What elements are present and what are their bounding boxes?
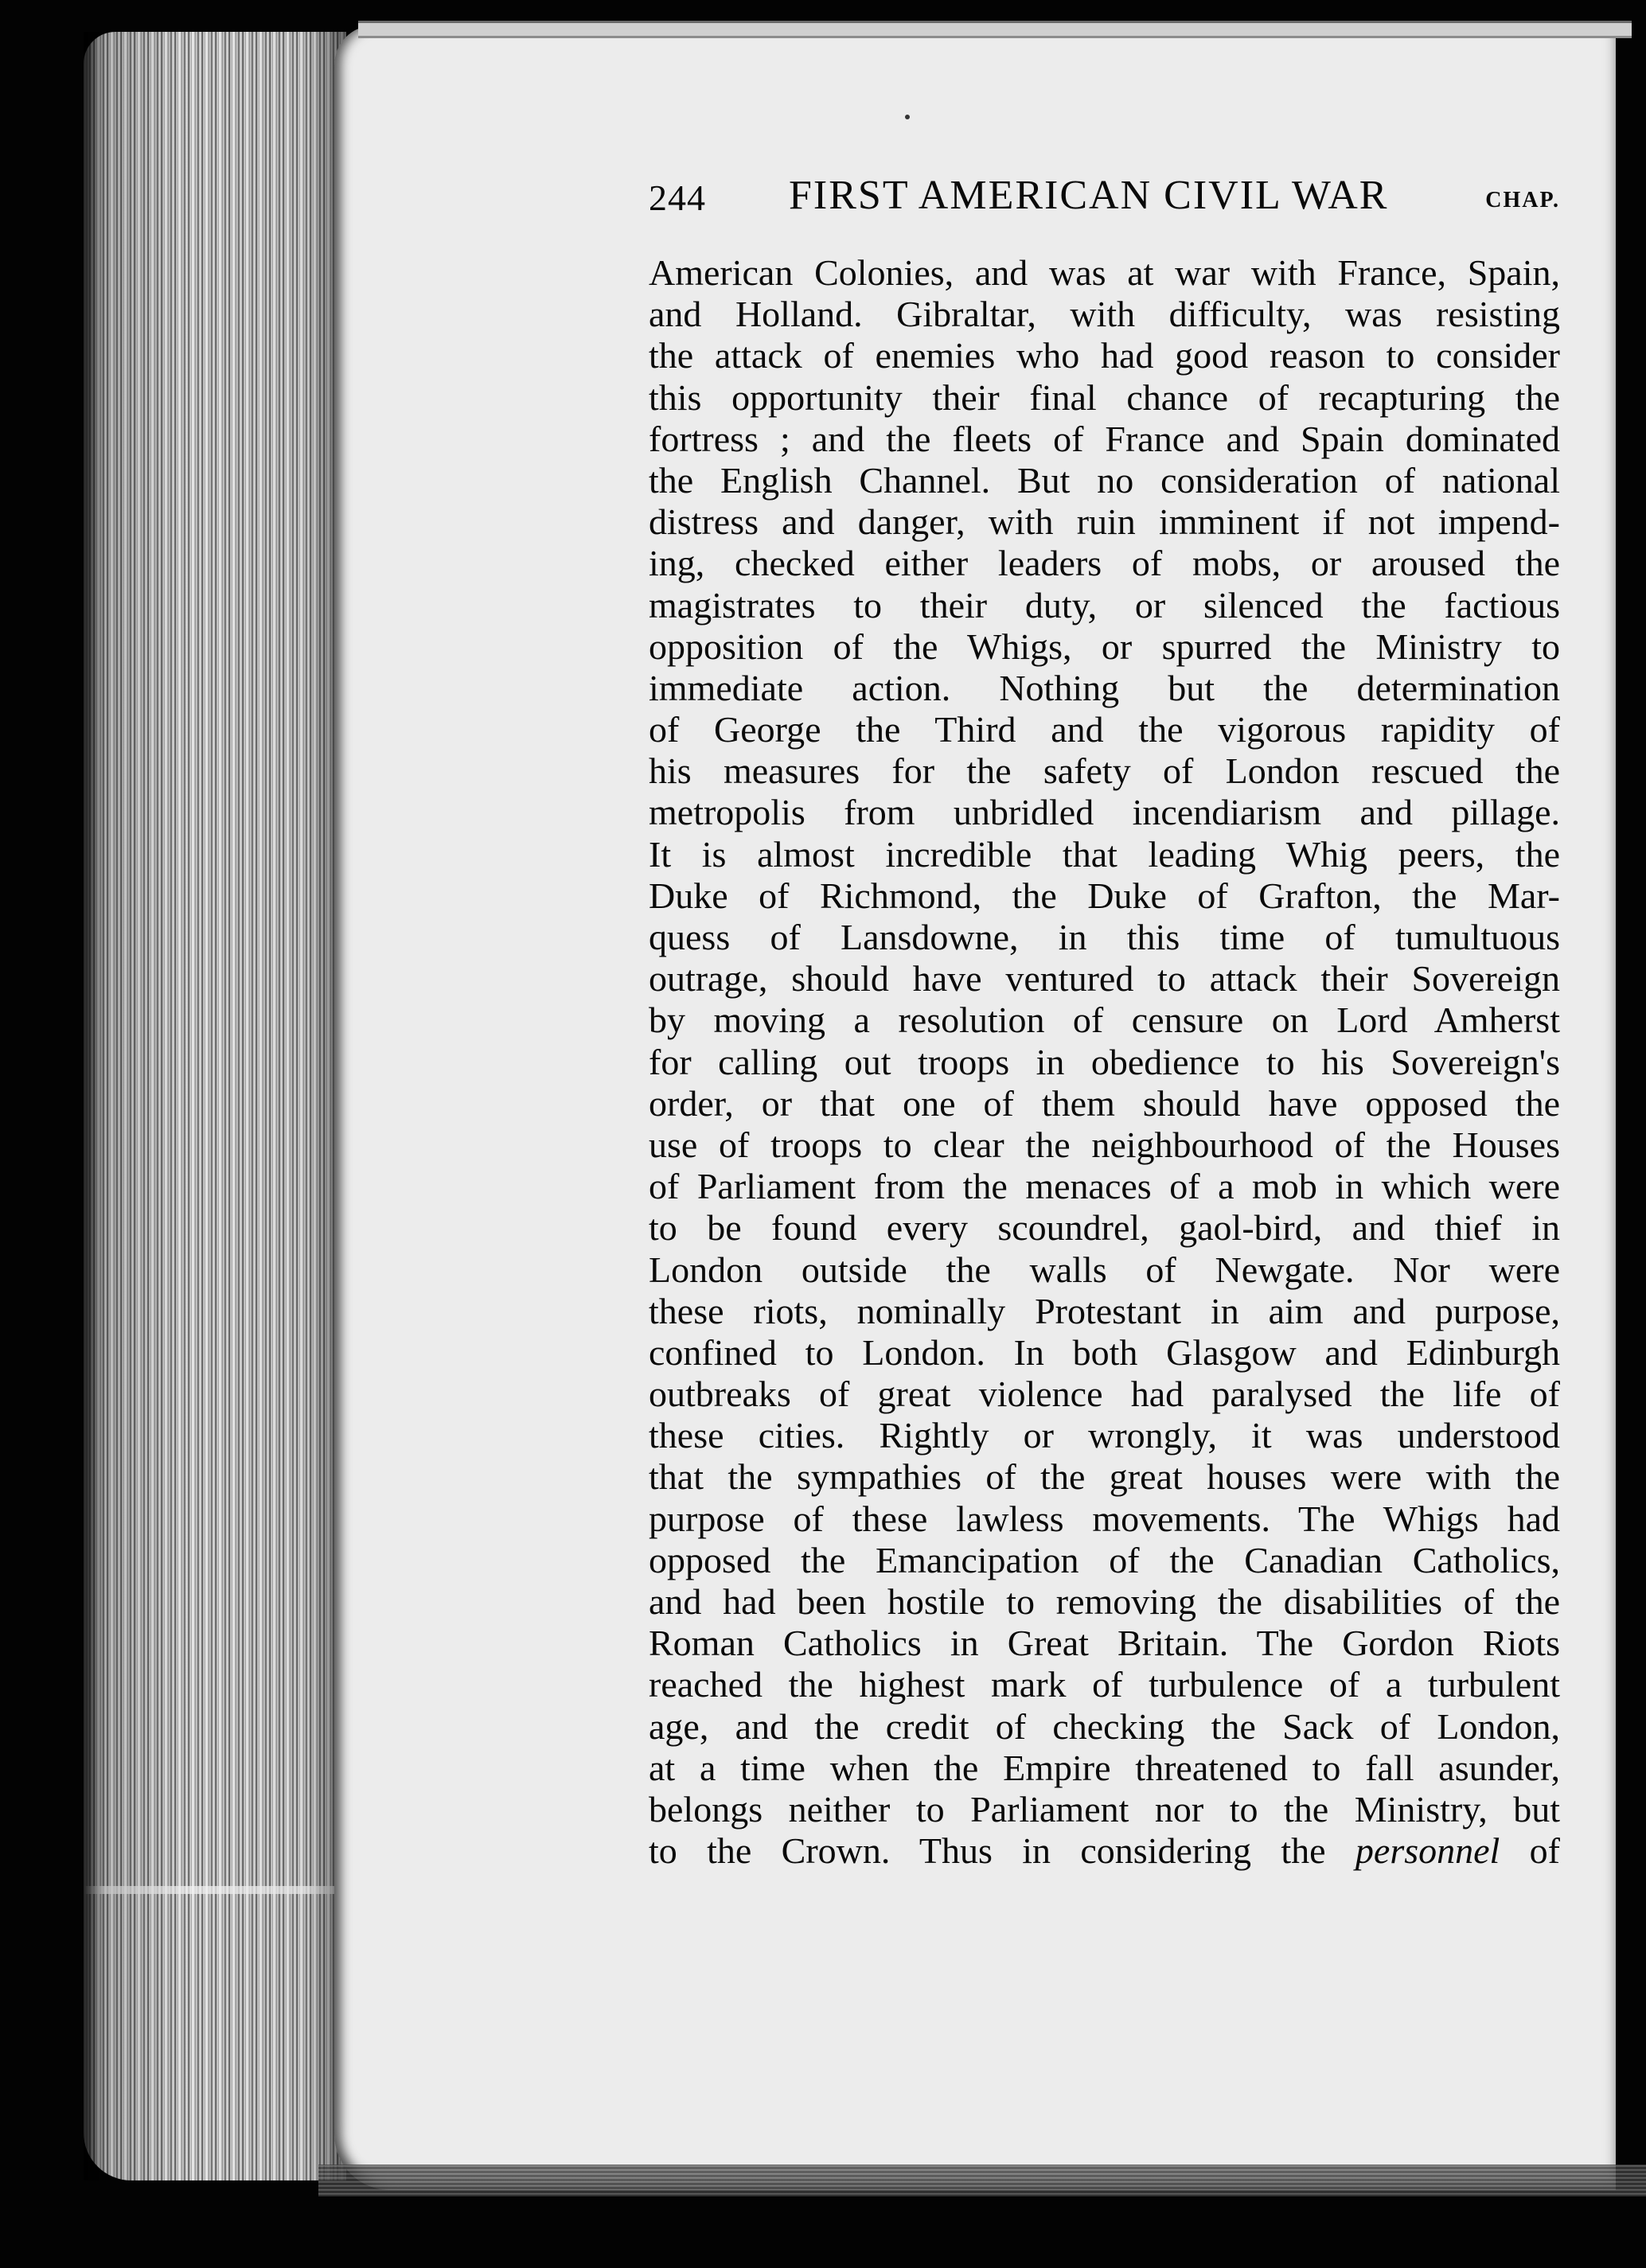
text-line: immediate action. Nothing but the determination bbox=[649, 667, 1560, 708]
final-line-start: to the Crown. Thus in considering the bbox=[649, 1830, 1355, 1872]
text-line: metropolis from unbridled incendiarism and pillage. bbox=[649, 792, 1560, 833]
text-line: Roman Catholics in Great Britain. The Gordon Riots bbox=[649, 1623, 1560, 1664]
text-line: age, and the credit of checking the Sack of London, bbox=[649, 1705, 1560, 1747]
text-line: at a time when the Empire threatened to fall asunder, bbox=[649, 1747, 1560, 1788]
text-line: by moving a resolution of censure on Lord Amherst bbox=[649, 1000, 1560, 1041]
text-line: of Parliament from the menaces of a mob in which were bbox=[649, 1166, 1560, 1207]
text-line: to be found every scoundrel, gaol-bird, and thief in bbox=[649, 1207, 1560, 1249]
text-line: and Holland. Gibraltar, with difficulty, was resisting bbox=[649, 294, 1560, 335]
text-line: order, or that one of them should have opposed the bbox=[649, 1082, 1560, 1124]
text-line: opposed the Emancipation of the Canadian Catholics, bbox=[649, 1539, 1560, 1580]
text-line: his measures for the safety of London rescued the bbox=[649, 750, 1560, 792]
text-line: magistrates to their duty, or silenced the factious bbox=[649, 584, 1560, 625]
running-head bbox=[649, 173, 1560, 229]
top-edge-band bbox=[358, 21, 1632, 38]
text-line: London outside the walls of Newgate. Nor were bbox=[649, 1249, 1560, 1290]
text-line: this opportunity their final chance of recapturing the bbox=[649, 376, 1560, 418]
text-line: outrage, should have ventured to attack their Sovereign bbox=[649, 958, 1560, 1000]
text-line: these riots, nominally Protestant in aim and purpose, bbox=[649, 1290, 1560, 1331]
body-text bbox=[649, 252, 1560, 1872]
text-line: these cities. Rightly or wrongly, it was understood bbox=[649, 1415, 1560, 1456]
text-line: Duke of Richmond, the Duke of Grafton, the Mar- bbox=[649, 875, 1560, 916]
text-line: outbreaks of great violence had paralysed the life of bbox=[649, 1374, 1560, 1415]
text-line: use of troops to clear the neighbourhood of the Houses bbox=[649, 1124, 1560, 1165]
page-number: 244 bbox=[649, 177, 706, 218]
running-title: FIRST AMERICAN CIVIL WAR bbox=[789, 173, 1389, 218]
text-line: that the sympathies of the great houses were with the bbox=[649, 1456, 1560, 1498]
text-line: opposition of the Whigs, or spurred the Ministry to bbox=[649, 625, 1560, 667]
text-line: fortress ; and the fleets of France and Spain dominated bbox=[649, 418, 1560, 459]
ink-speck bbox=[905, 115, 910, 119]
chapter-abbreviation: CHAP. bbox=[1485, 188, 1560, 212]
final-line-end: of bbox=[1500, 1830, 1560, 1872]
italic-word-personnel: personnel bbox=[1355, 1830, 1500, 1872]
text-line: and had been hostile to removing the disabilities of the bbox=[649, 1581, 1560, 1622]
text-line: ing, checked either leaders of mobs, or aroused the bbox=[649, 543, 1560, 584]
text-line: confined to London. In both Glasgow and Edinburgh bbox=[649, 1331, 1560, 1373]
text-line: the attack of enemies who had good reason to consider bbox=[649, 335, 1560, 376]
text-line: quess of Lansdowne, in this time of tumultuous bbox=[649, 917, 1560, 957]
text-line-final bbox=[649, 1830, 1560, 1872]
text-line: for calling out troops in obedience to his Sovereign's bbox=[649, 1041, 1560, 1082]
text-line: distress and danger, with ruin imminent if not impend- bbox=[649, 501, 1560, 543]
book-page-edges bbox=[84, 32, 346, 2180]
text-line: It is almost incredible that leading Whig peers, the bbox=[649, 833, 1560, 875]
text-line: reached the highest mark of turbulence of a turbulent bbox=[649, 1664, 1560, 1705]
text-line: purpose of these lawless movements. The Whigs had bbox=[649, 1498, 1560, 1539]
text-line: belongs neither to Parliament nor to the Ministry, but bbox=[649, 1788, 1560, 1830]
text-line: of George the Third and the vigorous rapidity of bbox=[649, 709, 1560, 750]
text-line: American Colonies, and was at war with France, Spain, bbox=[649, 252, 1560, 293]
bottom-edge-band bbox=[318, 2165, 1646, 2196]
text-line: the English Channel. But no consideration of national bbox=[649, 459, 1560, 501]
